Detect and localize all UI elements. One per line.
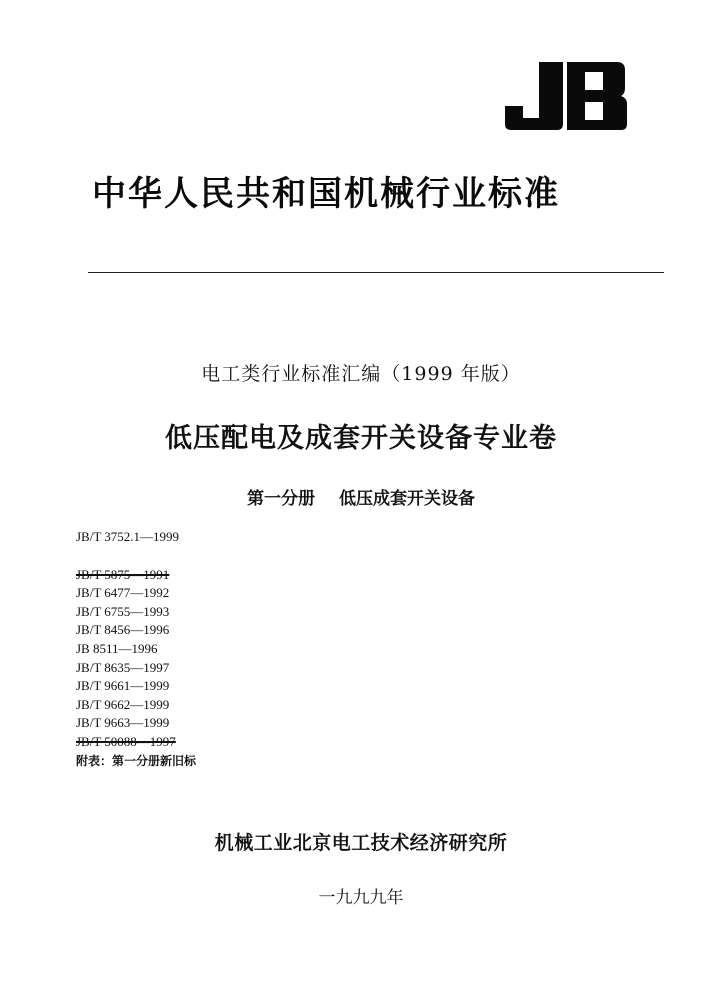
standard-item: JB/T 8456—1996 — [76, 622, 170, 638]
publisher: 机械工业北京电工技术经济研究所 — [214, 832, 508, 854]
standard-item: JB/T 6755—1993 — [76, 603, 170, 619]
standard-item-withdrawn: JB/T 5875—1991 — [76, 566, 170, 582]
jb-logo-icon — [503, 62, 631, 132]
header-divider — [88, 272, 664, 273]
standard-item: JB 8511—1996 — [76, 640, 158, 656]
appendix-note: 附表：第一分册新旧标 — [76, 753, 197, 768]
standard-item: JB/T 3752.1—1999 — [76, 529, 180, 544]
standard-item: JB/T 9663—1999 — [76, 715, 170, 731]
book-part: 第一分册 — [247, 489, 315, 509]
jb-logo — [503, 62, 631, 132]
standard-item: JB/T 9661—1999 — [76, 678, 170, 694]
standard-item: JB/T 9662—1999 — [76, 696, 170, 712]
publication-year: 一九九九年 — [318, 888, 404, 908]
volume-title: 低压配电及成套开关设备专业卷 — [165, 423, 557, 454]
standards-list — [76, 528, 196, 770]
collection-title: 电工类行业标准汇编（1999 年版） — [201, 363, 521, 385]
book-title — [0, 484, 722, 509]
book-subject: 低压成套开关设备 — [339, 489, 475, 509]
standard-item-withdrawn: JB/T 50088—1997 — [76, 733, 176, 749]
standard-item: JB/T 8635—1997 — [76, 659, 170, 675]
national-standard-title: 中华人民共和国机械行业标准 — [92, 174, 560, 214]
standard-item: JB/T 6477—1992 — [76, 585, 170, 601]
